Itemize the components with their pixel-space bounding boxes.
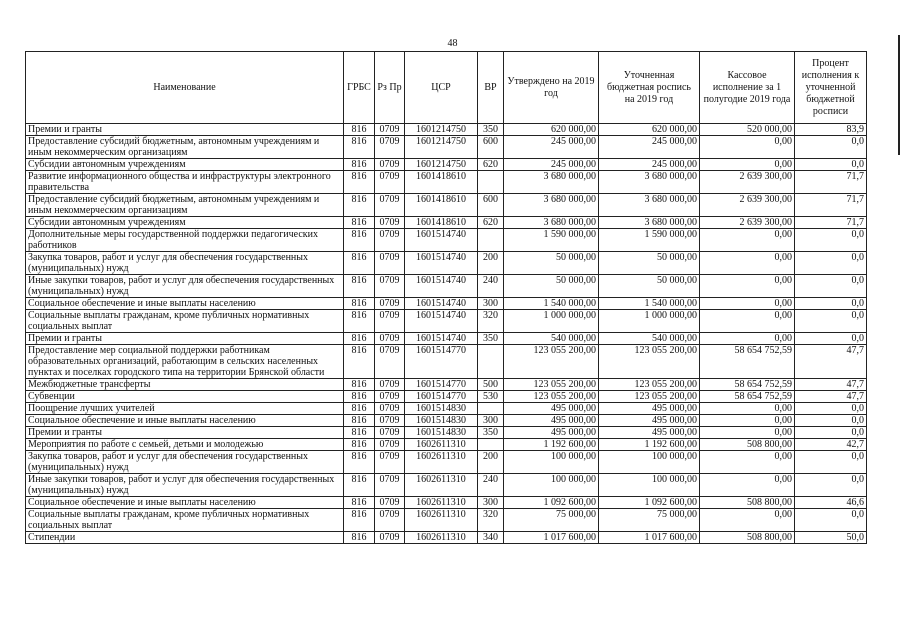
table-row bbox=[26, 474, 867, 497]
cell-rzpr: 0709 bbox=[375, 427, 405, 439]
cell-cash: 508 800,00 bbox=[700, 497, 795, 509]
cell-name: Мероприятия по работе с семьей, детьми и молодежью bbox=[26, 439, 344, 451]
cell-refined: 1 540 000,00 bbox=[599, 298, 700, 310]
cell-name: Развитие информационного общества и инфраструктуры электронного правительства bbox=[26, 171, 344, 194]
cell-name: Социальное обеспечение и иные выплаты населению bbox=[26, 298, 344, 310]
cell-percent: 42,7 bbox=[795, 439, 867, 451]
cell-percent: 0,0 bbox=[795, 427, 867, 439]
table-row bbox=[26, 194, 867, 217]
cell-grbs: 816 bbox=[344, 509, 375, 532]
cell-vr: 320 bbox=[478, 310, 504, 333]
table-row bbox=[26, 159, 867, 171]
cell-cash: 0,00 bbox=[700, 159, 795, 171]
cell-vr: 600 bbox=[478, 194, 504, 217]
table-row bbox=[26, 427, 867, 439]
cell-csr: 1601514740 bbox=[405, 310, 478, 333]
cell-name: Закупка товаров, работ и услуг для обеспечения государственных (муниципальных) нужд bbox=[26, 252, 344, 275]
cell-refined: 495 000,00 bbox=[599, 427, 700, 439]
table-header-row bbox=[26, 52, 867, 124]
cell-approved: 123 055 200,00 bbox=[504, 379, 599, 391]
cell-approved: 1 590 000,00 bbox=[504, 229, 599, 252]
table-row bbox=[26, 298, 867, 310]
cell-grbs: 816 bbox=[344, 159, 375, 171]
cell-percent: 0,0 bbox=[795, 333, 867, 345]
cell-approved: 3 680 000,00 bbox=[504, 217, 599, 229]
cell-rzpr: 0709 bbox=[375, 532, 405, 544]
cell-grbs: 816 bbox=[344, 217, 375, 229]
cell-cash: 0,00 bbox=[700, 451, 795, 474]
cell-csr: 1601214750 bbox=[405, 159, 478, 171]
cell-csr: 1601514740 bbox=[405, 275, 478, 298]
cell-rzpr: 0709 bbox=[375, 252, 405, 275]
cell-grbs: 816 bbox=[344, 451, 375, 474]
cell-percent: 83,9 bbox=[795, 124, 867, 136]
header-csr: ЦСР bbox=[405, 52, 478, 124]
cell-percent: 0,0 bbox=[795, 451, 867, 474]
cell-refined: 495 000,00 bbox=[599, 403, 700, 415]
cell-csr: 1601214750 bbox=[405, 136, 478, 159]
cell-refined: 1 590 000,00 bbox=[599, 229, 700, 252]
table-row bbox=[26, 451, 867, 474]
cell-rzpr: 0709 bbox=[375, 345, 405, 379]
scan-edge-mark bbox=[898, 35, 900, 155]
cell-grbs: 816 bbox=[344, 298, 375, 310]
cell-rzpr: 0709 bbox=[375, 497, 405, 509]
cell-cash: 508 800,00 bbox=[700, 532, 795, 544]
cell-approved: 495 000,00 bbox=[504, 415, 599, 427]
cell-csr: 1601214750 bbox=[405, 124, 478, 136]
cell-grbs: 816 bbox=[344, 194, 375, 217]
cell-refined: 123 055 200,00 bbox=[599, 345, 700, 379]
table-row bbox=[26, 439, 867, 451]
cell-rzpr: 0709 bbox=[375, 379, 405, 391]
cell-vr bbox=[478, 345, 504, 379]
cell-percent: 0,0 bbox=[795, 275, 867, 298]
cell-percent: 0,0 bbox=[795, 252, 867, 275]
cell-vr: 320 bbox=[478, 509, 504, 532]
cell-refined: 3 680 000,00 bbox=[599, 171, 700, 194]
cell-percent: 47,7 bbox=[795, 379, 867, 391]
cell-rzpr: 0709 bbox=[375, 439, 405, 451]
cell-name: Иные закупки товаров, работ и услуг для обеспечения государственных (муниципальных) нужд bbox=[26, 275, 344, 298]
cell-rzpr: 0709 bbox=[375, 229, 405, 252]
cell-csr: 1601418610 bbox=[405, 194, 478, 217]
cell-csr: 1601514740 bbox=[405, 252, 478, 275]
cell-percent: 0,0 bbox=[795, 298, 867, 310]
cell-approved: 540 000,00 bbox=[504, 333, 599, 345]
table-row bbox=[26, 333, 867, 345]
cell-name: Межбюджетные трансферты bbox=[26, 379, 344, 391]
cell-cash: 0,00 bbox=[700, 509, 795, 532]
cell-percent: 0,0 bbox=[795, 403, 867, 415]
cell-name: Субсидии автономным учреждениям bbox=[26, 217, 344, 229]
cell-cash: 508 800,00 bbox=[700, 439, 795, 451]
cell-vr: 620 bbox=[478, 159, 504, 171]
cell-percent: 47,7 bbox=[795, 345, 867, 379]
cell-percent: 0,0 bbox=[795, 474, 867, 497]
cell-name: Дополнительные меры государственной поддержки педагогических работников bbox=[26, 229, 344, 252]
cell-grbs: 816 bbox=[344, 474, 375, 497]
cell-vr: 300 bbox=[478, 497, 504, 509]
table-row bbox=[26, 415, 867, 427]
cell-cash: 0,00 bbox=[700, 136, 795, 159]
cell-csr: 1601514740 bbox=[405, 229, 478, 252]
cell-rzpr: 0709 bbox=[375, 391, 405, 403]
cell-csr: 1601514830 bbox=[405, 403, 478, 415]
cell-refined: 3 680 000,00 bbox=[599, 194, 700, 217]
cell-vr: 350 bbox=[478, 124, 504, 136]
cell-cash: 0,00 bbox=[700, 474, 795, 497]
table-row bbox=[26, 391, 867, 403]
cell-approved: 100 000,00 bbox=[504, 474, 599, 497]
cell-rzpr: 0709 bbox=[375, 451, 405, 474]
cell-rzpr: 0709 bbox=[375, 136, 405, 159]
cell-grbs: 816 bbox=[344, 310, 375, 333]
cell-csr: 1601514830 bbox=[405, 427, 478, 439]
cell-csr: 1602611310 bbox=[405, 439, 478, 451]
cell-grbs: 816 bbox=[344, 427, 375, 439]
header-name: Наименование bbox=[26, 52, 344, 124]
cell-csr: 1601514770 bbox=[405, 345, 478, 379]
cell-name: Иные закупки товаров, работ и услуг для обеспечения государственных (муниципальных) нужд bbox=[26, 474, 344, 497]
cell-vr: 340 bbox=[478, 532, 504, 544]
cell-percent: 71,7 bbox=[795, 217, 867, 229]
header-cash: Кассовое исполнение за 1 полугодие 2019 года bbox=[700, 52, 795, 124]
header-refined: Уточненная бюджетная роспись на 2019 год bbox=[599, 52, 700, 124]
cell-name: Социальное обеспечение и иные выплаты населению bbox=[26, 497, 344, 509]
cell-cash: 0,00 bbox=[700, 229, 795, 252]
table-row bbox=[26, 403, 867, 415]
cell-cash: 520 000,00 bbox=[700, 124, 795, 136]
cell-percent: 71,7 bbox=[795, 194, 867, 217]
cell-vr: 350 bbox=[478, 333, 504, 345]
cell-csr: 1601514740 bbox=[405, 333, 478, 345]
table-row bbox=[26, 124, 867, 136]
header-vr: ВР bbox=[478, 52, 504, 124]
cell-refined: 1 092 600,00 bbox=[599, 497, 700, 509]
cell-vr: 200 bbox=[478, 451, 504, 474]
cell-name: Субвенции bbox=[26, 391, 344, 403]
cell-vr bbox=[478, 403, 504, 415]
table-row bbox=[26, 136, 867, 159]
table-row bbox=[26, 275, 867, 298]
cell-refined: 1 192 600,00 bbox=[599, 439, 700, 451]
cell-rzpr: 0709 bbox=[375, 298, 405, 310]
cell-rzpr: 0709 bbox=[375, 275, 405, 298]
cell-rzpr: 0709 bbox=[375, 217, 405, 229]
cell-grbs: 816 bbox=[344, 345, 375, 379]
cell-cash: 2 639 300,00 bbox=[700, 171, 795, 194]
cell-name: Субсидии автономным учреждениям bbox=[26, 159, 344, 171]
cell-refined: 495 000,00 bbox=[599, 415, 700, 427]
cell-vr: 620 bbox=[478, 217, 504, 229]
cell-refined: 123 055 200,00 bbox=[599, 391, 700, 403]
cell-percent: 0,0 bbox=[795, 159, 867, 171]
cell-approved: 123 055 200,00 bbox=[504, 345, 599, 379]
table-row bbox=[26, 217, 867, 229]
cell-vr: 530 bbox=[478, 391, 504, 403]
cell-percent: 50,0 bbox=[795, 532, 867, 544]
cell-csr: 1602611310 bbox=[405, 474, 478, 497]
cell-name: Премии и гранты bbox=[26, 124, 344, 136]
cell-refined: 620 000,00 bbox=[599, 124, 700, 136]
table-row bbox=[26, 310, 867, 333]
cell-refined: 245 000,00 bbox=[599, 159, 700, 171]
cell-approved: 245 000,00 bbox=[504, 136, 599, 159]
table-row bbox=[26, 229, 867, 252]
cell-rzpr: 0709 bbox=[375, 509, 405, 532]
cell-approved: 1 092 600,00 bbox=[504, 497, 599, 509]
cell-grbs: 816 bbox=[344, 379, 375, 391]
page-number: 48 bbox=[447, 38, 458, 49]
cell-cash: 2 639 300,00 bbox=[700, 217, 795, 229]
cell-approved: 1 000 000,00 bbox=[504, 310, 599, 333]
cell-csr: 1601514830 bbox=[405, 415, 478, 427]
cell-cash: 58 654 752,59 bbox=[700, 391, 795, 403]
cell-grbs: 816 bbox=[344, 532, 375, 544]
cell-vr: 300 bbox=[478, 415, 504, 427]
cell-vr: 240 bbox=[478, 275, 504, 298]
cell-rzpr: 0709 bbox=[375, 333, 405, 345]
cell-cash: 58 654 752,59 bbox=[700, 379, 795, 391]
cell-vr bbox=[478, 229, 504, 252]
table-body bbox=[26, 124, 867, 544]
cell-approved: 1 017 600,00 bbox=[504, 532, 599, 544]
cell-grbs: 816 bbox=[344, 333, 375, 345]
cell-percent: 0,0 bbox=[795, 509, 867, 532]
cell-csr: 1601514770 bbox=[405, 379, 478, 391]
cell-cash: 0,00 bbox=[700, 310, 795, 333]
cell-rzpr: 0709 bbox=[375, 415, 405, 427]
cell-csr: 1601514740 bbox=[405, 298, 478, 310]
table-row bbox=[26, 379, 867, 391]
cell-vr: 600 bbox=[478, 136, 504, 159]
cell-refined: 123 055 200,00 bbox=[599, 379, 700, 391]
cell-percent: 0,0 bbox=[795, 310, 867, 333]
cell-approved: 245 000,00 bbox=[504, 159, 599, 171]
cell-approved: 1 192 600,00 bbox=[504, 439, 599, 451]
cell-refined: 1 000 000,00 bbox=[599, 310, 700, 333]
cell-csr: 1602611310 bbox=[405, 532, 478, 544]
cell-percent: 46,6 bbox=[795, 497, 867, 509]
cell-grbs: 816 bbox=[344, 497, 375, 509]
header-rzpr: Рз Пр bbox=[375, 52, 405, 124]
cell-refined: 100 000,00 bbox=[599, 474, 700, 497]
cell-approved: 495 000,00 bbox=[504, 403, 599, 415]
cell-percent: 0,0 bbox=[795, 229, 867, 252]
cell-name: Стипендии bbox=[26, 532, 344, 544]
cell-refined: 50 000,00 bbox=[599, 252, 700, 275]
cell-name: Социальные выплаты гражданам, кроме публичных нормативных социальных выплат bbox=[26, 310, 344, 333]
cell-vr: 200 bbox=[478, 252, 504, 275]
cell-grbs: 816 bbox=[344, 275, 375, 298]
cell-refined: 245 000,00 bbox=[599, 136, 700, 159]
cell-grbs: 816 bbox=[344, 229, 375, 252]
cell-percent: 0,0 bbox=[795, 415, 867, 427]
cell-name: Предоставление субсидий бюджетным, автономным учреждениям и иным некоммерческим организациям bbox=[26, 136, 344, 159]
cell-refined: 75 000,00 bbox=[599, 509, 700, 532]
cell-approved: 100 000,00 bbox=[504, 451, 599, 474]
cell-grbs: 816 bbox=[344, 391, 375, 403]
cell-name: Закупка товаров, работ и услуг для обеспечения государственных (муниципальных) нужд bbox=[26, 451, 344, 474]
cell-cash: 0,00 bbox=[700, 415, 795, 427]
cell-cash: 58 654 752,59 bbox=[700, 345, 795, 379]
cell-cash: 2 639 300,00 bbox=[700, 194, 795, 217]
cell-approved: 495 000,00 bbox=[504, 427, 599, 439]
cell-cash: 0,00 bbox=[700, 252, 795, 275]
table-row bbox=[26, 509, 867, 532]
header-grbs: ГРБС bbox=[344, 52, 375, 124]
cell-approved: 123 055 200,00 bbox=[504, 391, 599, 403]
cell-cash: 0,00 bbox=[700, 333, 795, 345]
table-row bbox=[26, 171, 867, 194]
cell-cash: 0,00 bbox=[700, 403, 795, 415]
cell-refined: 540 000,00 bbox=[599, 333, 700, 345]
header-approved: Утверждено на 2019 год bbox=[504, 52, 599, 124]
cell-rzpr: 0709 bbox=[375, 403, 405, 415]
cell-refined: 50 000,00 bbox=[599, 275, 700, 298]
cell-vr bbox=[478, 439, 504, 451]
cell-vr: 240 bbox=[478, 474, 504, 497]
cell-cash: 0,00 bbox=[700, 427, 795, 439]
cell-percent: 71,7 bbox=[795, 171, 867, 194]
cell-cash: 0,00 bbox=[700, 275, 795, 298]
cell-grbs: 816 bbox=[344, 171, 375, 194]
cell-grbs: 816 bbox=[344, 136, 375, 159]
cell-grbs: 816 bbox=[344, 124, 375, 136]
cell-name: Поощрение лучших учителей bbox=[26, 403, 344, 415]
cell-percent: 47,7 bbox=[795, 391, 867, 403]
cell-csr: 1602611310 bbox=[405, 451, 478, 474]
budget-table bbox=[25, 51, 867, 544]
cell-name: Предоставление мер социальной поддержки работникам образовательных организаций, работающим в сельских населенных пунктах и поселках городского типа на территории Брянской области bbox=[26, 345, 344, 379]
cell-approved: 50 000,00 bbox=[504, 275, 599, 298]
cell-grbs: 816 bbox=[344, 252, 375, 275]
cell-grbs: 816 bbox=[344, 415, 375, 427]
cell-rzpr: 0709 bbox=[375, 124, 405, 136]
table-row bbox=[26, 252, 867, 275]
cell-csr: 1602611310 bbox=[405, 509, 478, 532]
cell-approved: 50 000,00 bbox=[504, 252, 599, 275]
cell-name: Социальное обеспечение и иные выплаты населению bbox=[26, 415, 344, 427]
header-percent: Процент исполнения к уточненной бюджетной росписи bbox=[795, 52, 867, 124]
cell-approved: 75 000,00 bbox=[504, 509, 599, 532]
cell-approved: 3 680 000,00 bbox=[504, 171, 599, 194]
cell-vr: 350 bbox=[478, 427, 504, 439]
cell-refined: 3 680 000,00 bbox=[599, 217, 700, 229]
cell-rzpr: 0709 bbox=[375, 159, 405, 171]
cell-csr: 1601418610 bbox=[405, 217, 478, 229]
cell-name: Премии и гранты bbox=[26, 427, 344, 439]
cell-rzpr: 0709 bbox=[375, 310, 405, 333]
cell-approved: 1 540 000,00 bbox=[504, 298, 599, 310]
cell-refined: 1 017 600,00 bbox=[599, 532, 700, 544]
cell-name: Социальные выплаты гражданам, кроме публичных нормативных социальных выплат bbox=[26, 509, 344, 532]
table-row bbox=[26, 345, 867, 379]
cell-rzpr: 0709 bbox=[375, 194, 405, 217]
cell-vr: 500 bbox=[478, 379, 504, 391]
table-row bbox=[26, 532, 867, 544]
cell-cash: 0,00 bbox=[700, 298, 795, 310]
cell-percent: 0,0 bbox=[795, 136, 867, 159]
cell-csr: 1602611310 bbox=[405, 497, 478, 509]
cell-vr bbox=[478, 171, 504, 194]
cell-approved: 3 680 000,00 bbox=[504, 194, 599, 217]
cell-grbs: 816 bbox=[344, 439, 375, 451]
cell-csr: 1601514770 bbox=[405, 391, 478, 403]
cell-rzpr: 0709 bbox=[375, 474, 405, 497]
cell-refined: 100 000,00 bbox=[599, 451, 700, 474]
table-row bbox=[26, 497, 867, 509]
cell-approved: 620 000,00 bbox=[504, 124, 599, 136]
cell-csr: 1601418610 bbox=[405, 171, 478, 194]
cell-name: Предоставление субсидий бюджетным, автономным учреждениям и иным некоммерческим организациям bbox=[26, 194, 344, 217]
cell-vr: 300 bbox=[478, 298, 504, 310]
cell-name: Премии и гранты bbox=[26, 333, 344, 345]
cell-grbs: 816 bbox=[344, 403, 375, 415]
cell-rzpr: 0709 bbox=[375, 171, 405, 194]
